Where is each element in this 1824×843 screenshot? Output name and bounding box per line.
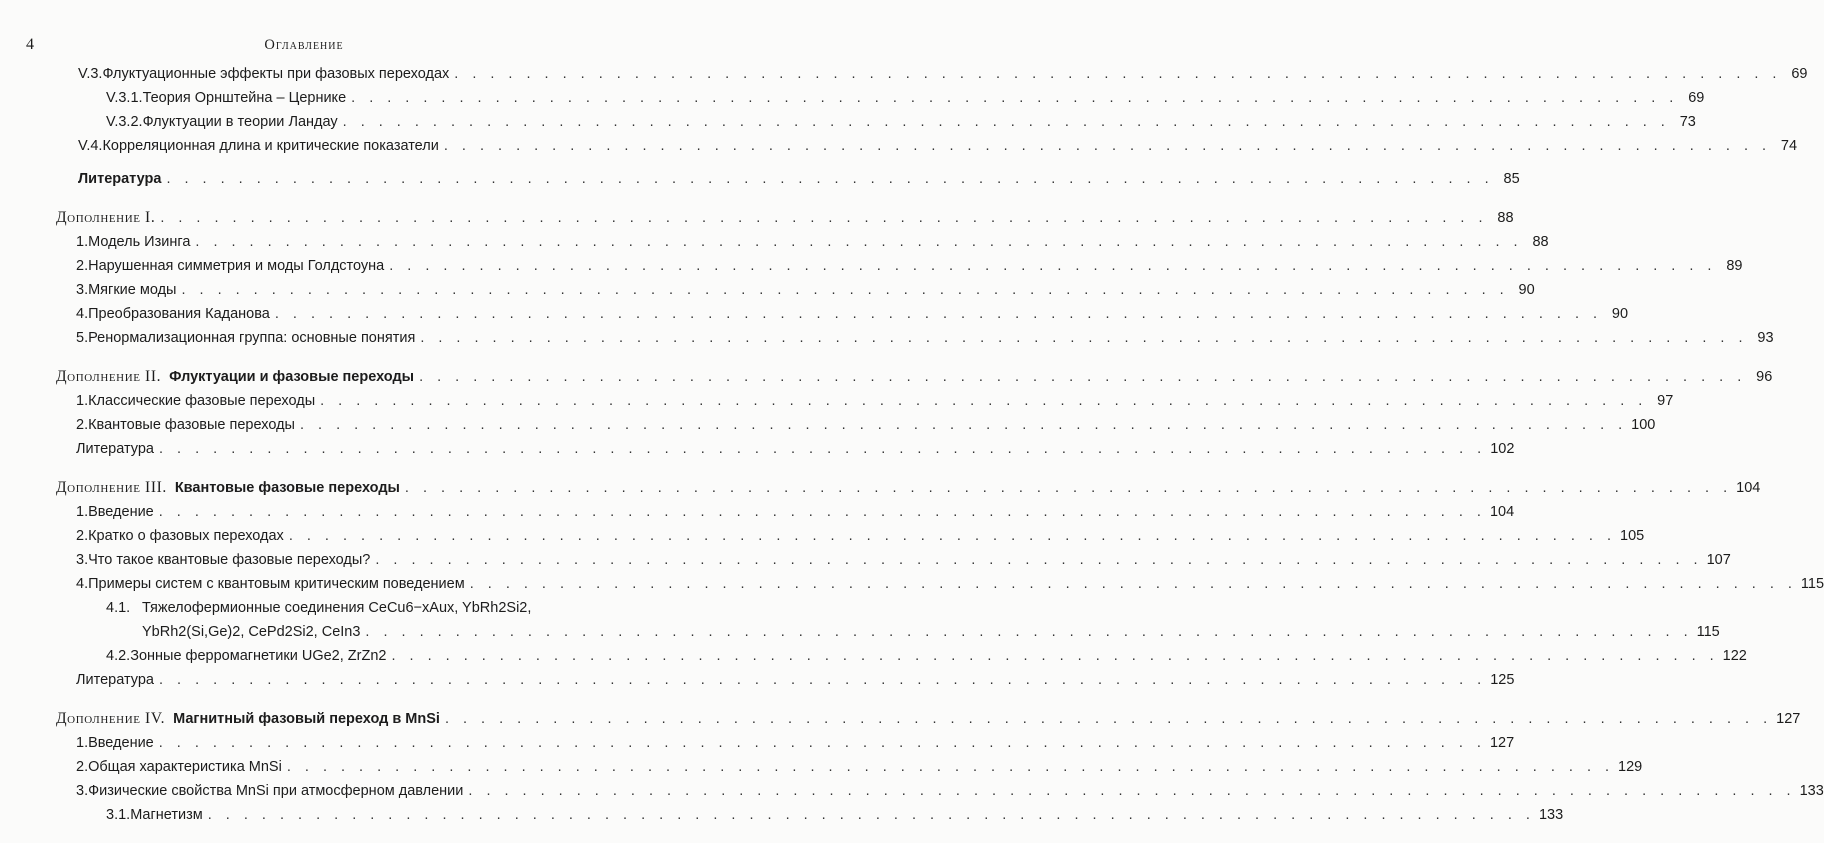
- entry-label: Дополнение IV.: [56, 710, 166, 727]
- toc-entry-a4-1[interactable]: [76, 732, 1515, 752]
- entry-page: 107: [1706, 552, 1731, 568]
- page-number: 4: [26, 36, 34, 53]
- dot-leader: . . . . . . . . . . . . . . . . . . . . . . . . . . . . . . . . . . . . . . . . . . . . . . . . . . . . . . . . . . . . . . . . . . . . . . . . . .: [342, 114, 1670, 130]
- entry-number: 1.: [76, 504, 89, 520]
- entry-number: 3.1.: [106, 807, 131, 823]
- entry-page: 122: [1722, 648, 1747, 664]
- toc-entry-appendix-3[interactable]: [56, 477, 1761, 497]
- entry-number: 4.: [76, 306, 89, 322]
- entry-title: Нарушенная симметрия и моды Голдстоуна: [88, 258, 385, 274]
- entry-title-line1: Тяжелофермионные соединения CeCu6−xAux, YbRh2Si2,: [142, 600, 532, 616]
- toc-entry-a3-1[interactable]: [76, 501, 1515, 521]
- entry-title: Флуктуации в теории Ландау: [142, 114, 338, 130]
- entry-page: 104: [1489, 504, 1515, 520]
- entry-page: 90: [1611, 306, 1629, 322]
- toc-entry-a3-4-2[interactable]: [106, 645, 1747, 665]
- toc-entry-appendix-1[interactable]: [56, 207, 1514, 227]
- entry-page: 133: [1799, 783, 1824, 799]
- entry-number: 4.2.: [106, 648, 131, 664]
- entry-title-line2: YbRh2(Si,Ge)2, CePd2Si2, CeIn3: [142, 624, 361, 640]
- toc-entry-v4[interactable]: [78, 135, 1798, 155]
- toc-entry-v3-2[interactable]: [106, 111, 1696, 131]
- toc-entry-a2-2[interactable]: [76, 414, 1656, 434]
- entry-title: Преобразования Каданова: [88, 306, 270, 322]
- entry-number: 5.: [76, 330, 89, 346]
- toc-entry-a3-4-1-line1[interactable]: [106, 597, 578, 617]
- entry-title: Литература: [78, 171, 162, 187]
- entry-label: Дополнение III.: [56, 479, 167, 496]
- toc-entry-a3-4[interactable]: [76, 573, 1824, 593]
- dot-leader: . . . . . . . . . . . . . . . . . . . . . . . . . . . . . . . . . . . . . . . . . . . . . . . . . . . . . . . . . . . . . . . . . . . . . . . . . .: [389, 258, 1717, 274]
- entry-page: 133: [1538, 807, 1564, 823]
- running-header: Оглавление: [264, 37, 344, 53]
- entry-number: 2.: [76, 759, 89, 775]
- dot-leader: . . . . . . . . . . . . . . . . . . . . . . . . . . . . . . . . . . . . . . . . . . . . . . . . . . . . . . . . . . . . . . . . . . . . . . . . . .: [160, 210, 1488, 226]
- entry-page: 127: [1776, 711, 1801, 727]
- toc-entry-appendix-2[interactable]: [56, 366, 1773, 386]
- entry-number: 4.1.: [106, 600, 131, 616]
- toc-entry-a2-literature[interactable]: [76, 438, 1515, 458]
- entry-page: 93: [1757, 330, 1774, 346]
- entry-page: 89: [1726, 258, 1743, 274]
- entry-page: 129: [1618, 759, 1643, 775]
- entry-label: Дополнение II.: [56, 368, 162, 385]
- toc-entry-a3-4-1-line2[interactable]: [142, 621, 1720, 641]
- entry-title: Магнитный фазовый переход в MnSi: [173, 711, 440, 727]
- entry-title: Кратко о фазовых переходах: [88, 528, 284, 544]
- entry-page: 88: [1497, 210, 1514, 226]
- dot-leader: . . . . . . . . . . . . . . . . . . . . . . . . . . . . . . . . . . . . . . . . . . . . . . . . . . . . . . . . . . . . . . . . . . . . . . . . . .: [351, 90, 1679, 106]
- entry-page: 85: [1503, 171, 1520, 187]
- toc-entry-v3-1[interactable]: [106, 87, 1705, 107]
- entry-title: Введение: [88, 735, 154, 751]
- entry-title: Общая характеристика MnSi: [88, 759, 282, 775]
- entry-number: V.3.: [78, 66, 103, 82]
- entry-title: Примеры систем с квантовым критическим поведением: [88, 576, 465, 592]
- dot-leader: . . . . . . . . . . . . . . . . . . . . . . . . . . . . . . . . . . . . . . . . . . . . . . . . . . . . . . . . . . . . . . . . . . . . . . . . . .: [420, 330, 1748, 346]
- entry-title: Литература: [76, 441, 154, 457]
- entry-number: 3.: [76, 552, 89, 568]
- toc-entry-a1-1[interactable]: [76, 231, 1549, 251]
- entry-page: 105: [1620, 528, 1645, 544]
- dot-leader: . . . . . . . . . . . . . . . . . . . . . . . . . . . . . . . . . . . . . . . . . . . . . . . . . . . . . . . . . . . . . . . . . . . . . . . . . .: [454, 66, 1782, 82]
- toc-entry-literature[interactable]: [78, 168, 1520, 188]
- entry-number: 2.: [76, 417, 89, 433]
- entry-number: V.3.1.: [106, 90, 143, 106]
- dot-leader: . . . . . . . . . . . . . . . . . . . . . . . . . . . . . . . . . . . . . . . . . . . . . . . . . . . . . . . . . . . . . . . . . . . . . . . . . .: [320, 393, 1648, 409]
- toc-entry-a4-2[interactable]: [76, 756, 1643, 776]
- entry-title: Флуктуации и фазовые переходы: [169, 369, 415, 385]
- entry-title: Что такое квантовые фазовые переходы?: [88, 552, 371, 568]
- dot-leader: . . . . . . . . . . . . . . . . . . . . . . . . . . . . . . . . . . . . . . . . . . . . . . . . . . . . . . . . . . . . . . . . . . . . . . . . . .: [286, 759, 1615, 775]
- dot-leader: . . . . . . . . . . . . . . . . . . . . . . . . . . . . . . . . . . . . . . . . . . . . . . . . . . . . . . . . . . . . . . . . . . . . . . . . . .: [288, 528, 1617, 544]
- toc-entry-a3-3[interactable]: [76, 549, 1731, 569]
- dot-leader: . . . . . . . . . . . . . . . . . . . . . . . . . . . . . . . . . . . . . . . . . . . . . . . . . . . . . . . . . . . . . . . . . . . . . . . . . .: [419, 369, 1747, 385]
- dot-leader: . . . . . . . . . . . . . . . . . . . . . . . . . . . . . . . . . . . . . . . . . . . . . . . . . . . . . . . . . . . . . . . . . . . . . . . . . .: [195, 234, 1523, 250]
- toc-entry-a4-3[interactable]: [76, 780, 1824, 800]
- entry-page: 125: [1490, 672, 1515, 688]
- entry-page: 69: [1791, 66, 1808, 82]
- entry-title: Введение: [88, 504, 154, 520]
- toc-entry-appendix-4[interactable]: [56, 708, 1801, 728]
- entry-page: 90: [1518, 282, 1535, 298]
- toc-entry-a3-literature[interactable]: [76, 669, 1515, 689]
- toc-entry-a1-3[interactable]: [76, 279, 1535, 299]
- entry-page: 127: [1489, 735, 1515, 751]
- toc-entry-a1-4[interactable]: [76, 303, 1629, 323]
- entry-number: 1.: [76, 234, 89, 250]
- entry-title: Теория Орнштейна – Цернике: [142, 90, 347, 106]
- entry-title: Зонные ферромагнетики UGe2, ZrZn2: [130, 648, 387, 664]
- dot-leader: . . . . . . . . . . . . . . . . . . . . . . . . . . . . . . . . . . . . . . . . . . . . . . . . . . . . . . . . . . . . . . . . . . . . . . . . . .: [158, 735, 1486, 751]
- dot-leader: . . . . . . . . . . . . . . . . . . . . . . . . . . . . . . . . . . . . . . . . . . . . . . . . . . . . . . . . . . . . . . . . . . . . . . . . . .: [404, 480, 1733, 496]
- entry-number: 4.: [76, 576, 89, 592]
- dot-leader: . . . . . . . . . . . . . . . . . . . . . . . . . . . . . . . . . . . . . . . . . . . . . . . . . . . . . . . . . . . . . . . . . . . . . . . . . .: [443, 138, 1772, 154]
- entry-label: Дополнение I.: [56, 209, 156, 226]
- dot-leader: . . . . . . . . . . . . . . . . . . . . . . . . . . . . . . . . . . . . . . . . . . . . . . . . . . . . . . . . . . . . . . . . . . . . . . . . . .: [365, 624, 1693, 640]
- entry-title: Корреляционная длина и критические показатели: [102, 138, 439, 154]
- dot-leader: . . . . . . . . . . . . . . . . . . . . . . . . . . . . . . . . . . . . . . . . . . . . . . . . . . . . . . . . . . . . . . . . . . . . . . . . . .: [469, 576, 1797, 592]
- entry-title: Мягкие моды: [88, 282, 177, 298]
- entry-page: 100: [1631, 417, 1656, 433]
- entry-number: 3.: [76, 783, 89, 799]
- entry-number: 2.: [76, 258, 89, 274]
- entry-title: Квантовые фазовые переходы: [174, 480, 400, 496]
- dot-leader: . . . . . . . . . . . . . . . . . . . . . . . . . . . . . . . . . . . . . . . . . . . . . . . . . . . . . . . . . . . . . . . . . . . . . . . . . .: [181, 282, 1509, 298]
- entry-number: 1.: [76, 393, 89, 409]
- entry-title: Ренормализационная группа: основные понятия: [88, 330, 416, 346]
- dot-leader: . . . . . . . . . . . . . . . . . . . . . . . . . . . . . . . . . . . . . . . . . . . . . . . . . . . . . . . . . . . . . . . . . . . . . . . . . .: [159, 441, 1487, 457]
- dot-leader: . . . . . . . . . . . . . . . . . . . . . . . . . . . . . . . . . . . . . . . . . . . . . . . . . . . . . . . . . . . . . . . . . . . . . . . . . .: [444, 711, 1773, 727]
- dot-leader: . . . . . . . . . . . . . . . . . . . . . . . . . . . . . . . . . . . . . . . . . . . . . . . . . . . . . . . . . . . . . . . . . . . . . . . . . .: [166, 171, 1494, 187]
- entry-page: 88: [1532, 234, 1549, 250]
- entry-number: V.4.: [78, 138, 103, 154]
- entry-page: 104: [1736, 480, 1761, 496]
- toc-entry-a1-5[interactable]: [76, 327, 1774, 347]
- toc-entry-v3[interactable]: [78, 63, 1808, 83]
- toc-entry-a2-1[interactable]: [76, 390, 1674, 410]
- entry-title: Литература: [76, 672, 154, 688]
- entry-page: 97: [1657, 393, 1674, 409]
- dot-leader: . . . . . . . . . . . . . . . . . . . . . . . . . . . . . . . . . . . . . . . . . . . . . . . . . . . . . . . . . . . . . . . . . . . . . . . . . .: [468, 783, 1796, 799]
- entry-page: 115: [1696, 624, 1720, 640]
- dot-leader: . . . . . . . . . . . . . . . . . . . . . . . . . . . . . . . . . . . . . . . . . . . . . . . . . . . . . . . . . . . . . . . . . . . . . . . . . .: [375, 552, 1703, 568]
- toc-entry-a3-2[interactable]: [76, 525, 1645, 545]
- entry-title: Флуктуационные эффекты при фазовых переходах: [102, 66, 450, 82]
- dot-leader: . . . . . . . . . . . . . . . . . . . . . . . . . . . . . . . . . . . . . . . . . . . . . . . . . . . . . . . . . . . . . . . . . . . . . . . . . .: [391, 648, 1719, 664]
- dot-leader: . . . . . . . . . . . . . . . . . . . . . . . . . . . . . . . . . . . . . . . . . . . . . . . . . . . . . . . . . . . . . . . . . . . . . . . . . .: [159, 672, 1487, 688]
- toc-entry-a1-2[interactable]: [76, 255, 1743, 275]
- toc-entry-a4-3-1[interactable]: [106, 804, 1564, 824]
- entry-number: 3.: [76, 282, 89, 298]
- entry-number: V.3.2.: [106, 114, 143, 130]
- entry-page: 73: [1679, 114, 1696, 130]
- dot-leader: . . . . . . . . . . . . . . . . . . . . . . . . . . . . . . . . . . . . . . . . . . . . . . . . . . . . . . . . . . . . . . . . . . . . . . . . . .: [158, 504, 1486, 520]
- entry-page: 74: [1780, 138, 1798, 154]
- entry-title: Модель Изинга: [88, 234, 191, 250]
- entry-page: 115: [1800, 576, 1824, 592]
- entry-page: 96: [1756, 369, 1773, 385]
- dot-leader: . . . . . . . . . . . . . . . . . . . . . . . . . . . . . . . . . . . . . . . . . . . . . . . . . . . . . . . . . . . . . . . . . . . . . . . . . .: [299, 417, 1628, 433]
- entry-title: Классические фазовые переходы: [88, 393, 316, 409]
- dot-leader: . . . . . . . . . . . . . . . . . . . . . . . . . . . . . . . . . . . . . . . . . . . . . . . . . . . . . . . . . . . . . . . . . . . . . . . . . .: [274, 306, 1603, 322]
- entry-page: 69: [1688, 90, 1705, 106]
- entry-title: Магнетизм: [130, 807, 203, 823]
- dot-leader: . . . . . . . . . . . . . . . . . . . . . . . . . . . . . . . . . . . . . . . . . . . . . . . . . . . . . . . . . . . . . . . . . . . . . . . . . .: [207, 807, 1535, 823]
- entry-title: Квантовые фазовые переходы: [88, 417, 295, 433]
- entry-title: Физические свойства MnSi при атмосферном давлении: [88, 783, 464, 799]
- entry-page: 102: [1490, 441, 1515, 457]
- entry-number: 2.: [76, 528, 89, 544]
- entry-number: 1.: [76, 735, 89, 751]
